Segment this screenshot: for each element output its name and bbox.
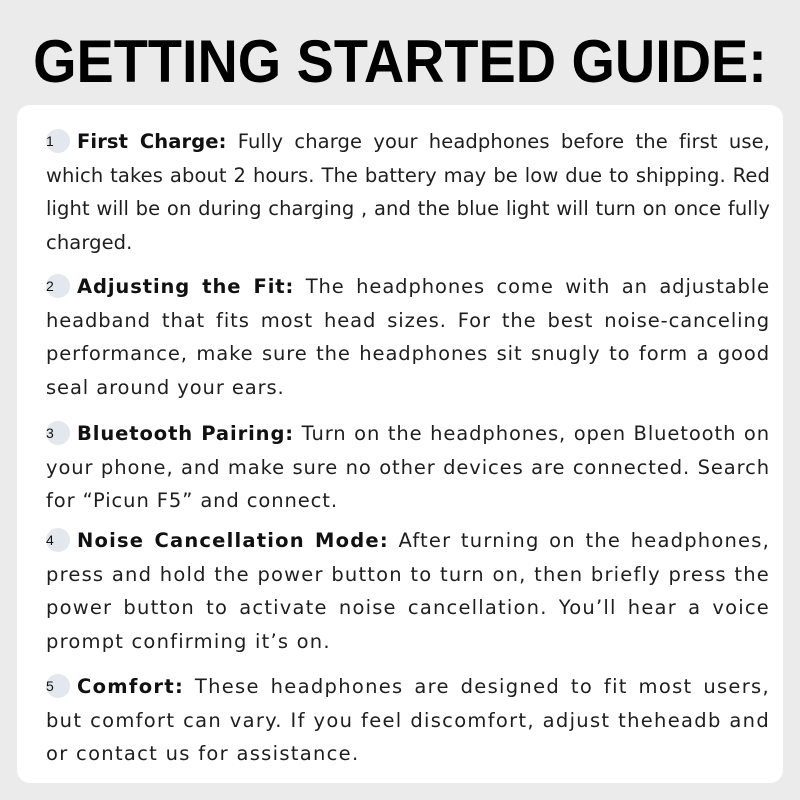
page-title: GETTING STARTED GUIDE: <box>33 28 767 95</box>
step-body: These headphones are designed to fit most users, but comfort can vary. If you feel discomfort, adjust theheadb and or contact us for assistance. <box>46 675 771 765</box>
step-number-badge: 4 <box>46 528 70 552</box>
guide-step-first-charge <box>46 125 770 259</box>
guide-step-comfort <box>46 670 770 771</box>
step-heading: Bluetooth Pairing: <box>77 422 295 445</box>
step-number-badge: 2 <box>46 274 70 298</box>
step-heading: First Charge: <box>77 130 227 153</box>
guide-step-adjusting-fit <box>46 270 770 404</box>
step-body: The headphones come with an adjustable headband that fits most head sizes. For the best noise-canceling performance, make sure the headphones sit snugly to form a good seal around your ears. <box>46 275 770 399</box>
step-number-badge: 3 <box>46 421 70 445</box>
step-body: Fully charge your headphones before the first use, which takes about 2 hours. The battery may be low due to shipping. Red light will be on during charging , and the blue light will turn on once fully charged. <box>46 130 770 254</box>
step-number-badge: 1 <box>46 129 70 153</box>
step-heading: Adjusting the Fit: <box>77 275 295 298</box>
step-heading: Noise Cancellation Mode: <box>77 529 389 552</box>
step-body: After turning on the headphones, press and hold the power button to turn on, then briefly press the power button to activate noise cancellation. You’ll hear a voice prompt confirming it’s on. <box>46 529 770 653</box>
step-number-badge: 5 <box>46 674 70 698</box>
guide-card <box>17 105 783 783</box>
step-heading: Comfort: <box>77 675 185 698</box>
guide-step-bluetooth-pairing <box>46 417 770 518</box>
step-body: Turn on the headphones, open Bluetooth on your phone, and make sure no other devices are connected. Search for “Picun F5” and connect. <box>46 422 771 512</box>
guide-step-noise-cancellation <box>46 524 770 658</box>
